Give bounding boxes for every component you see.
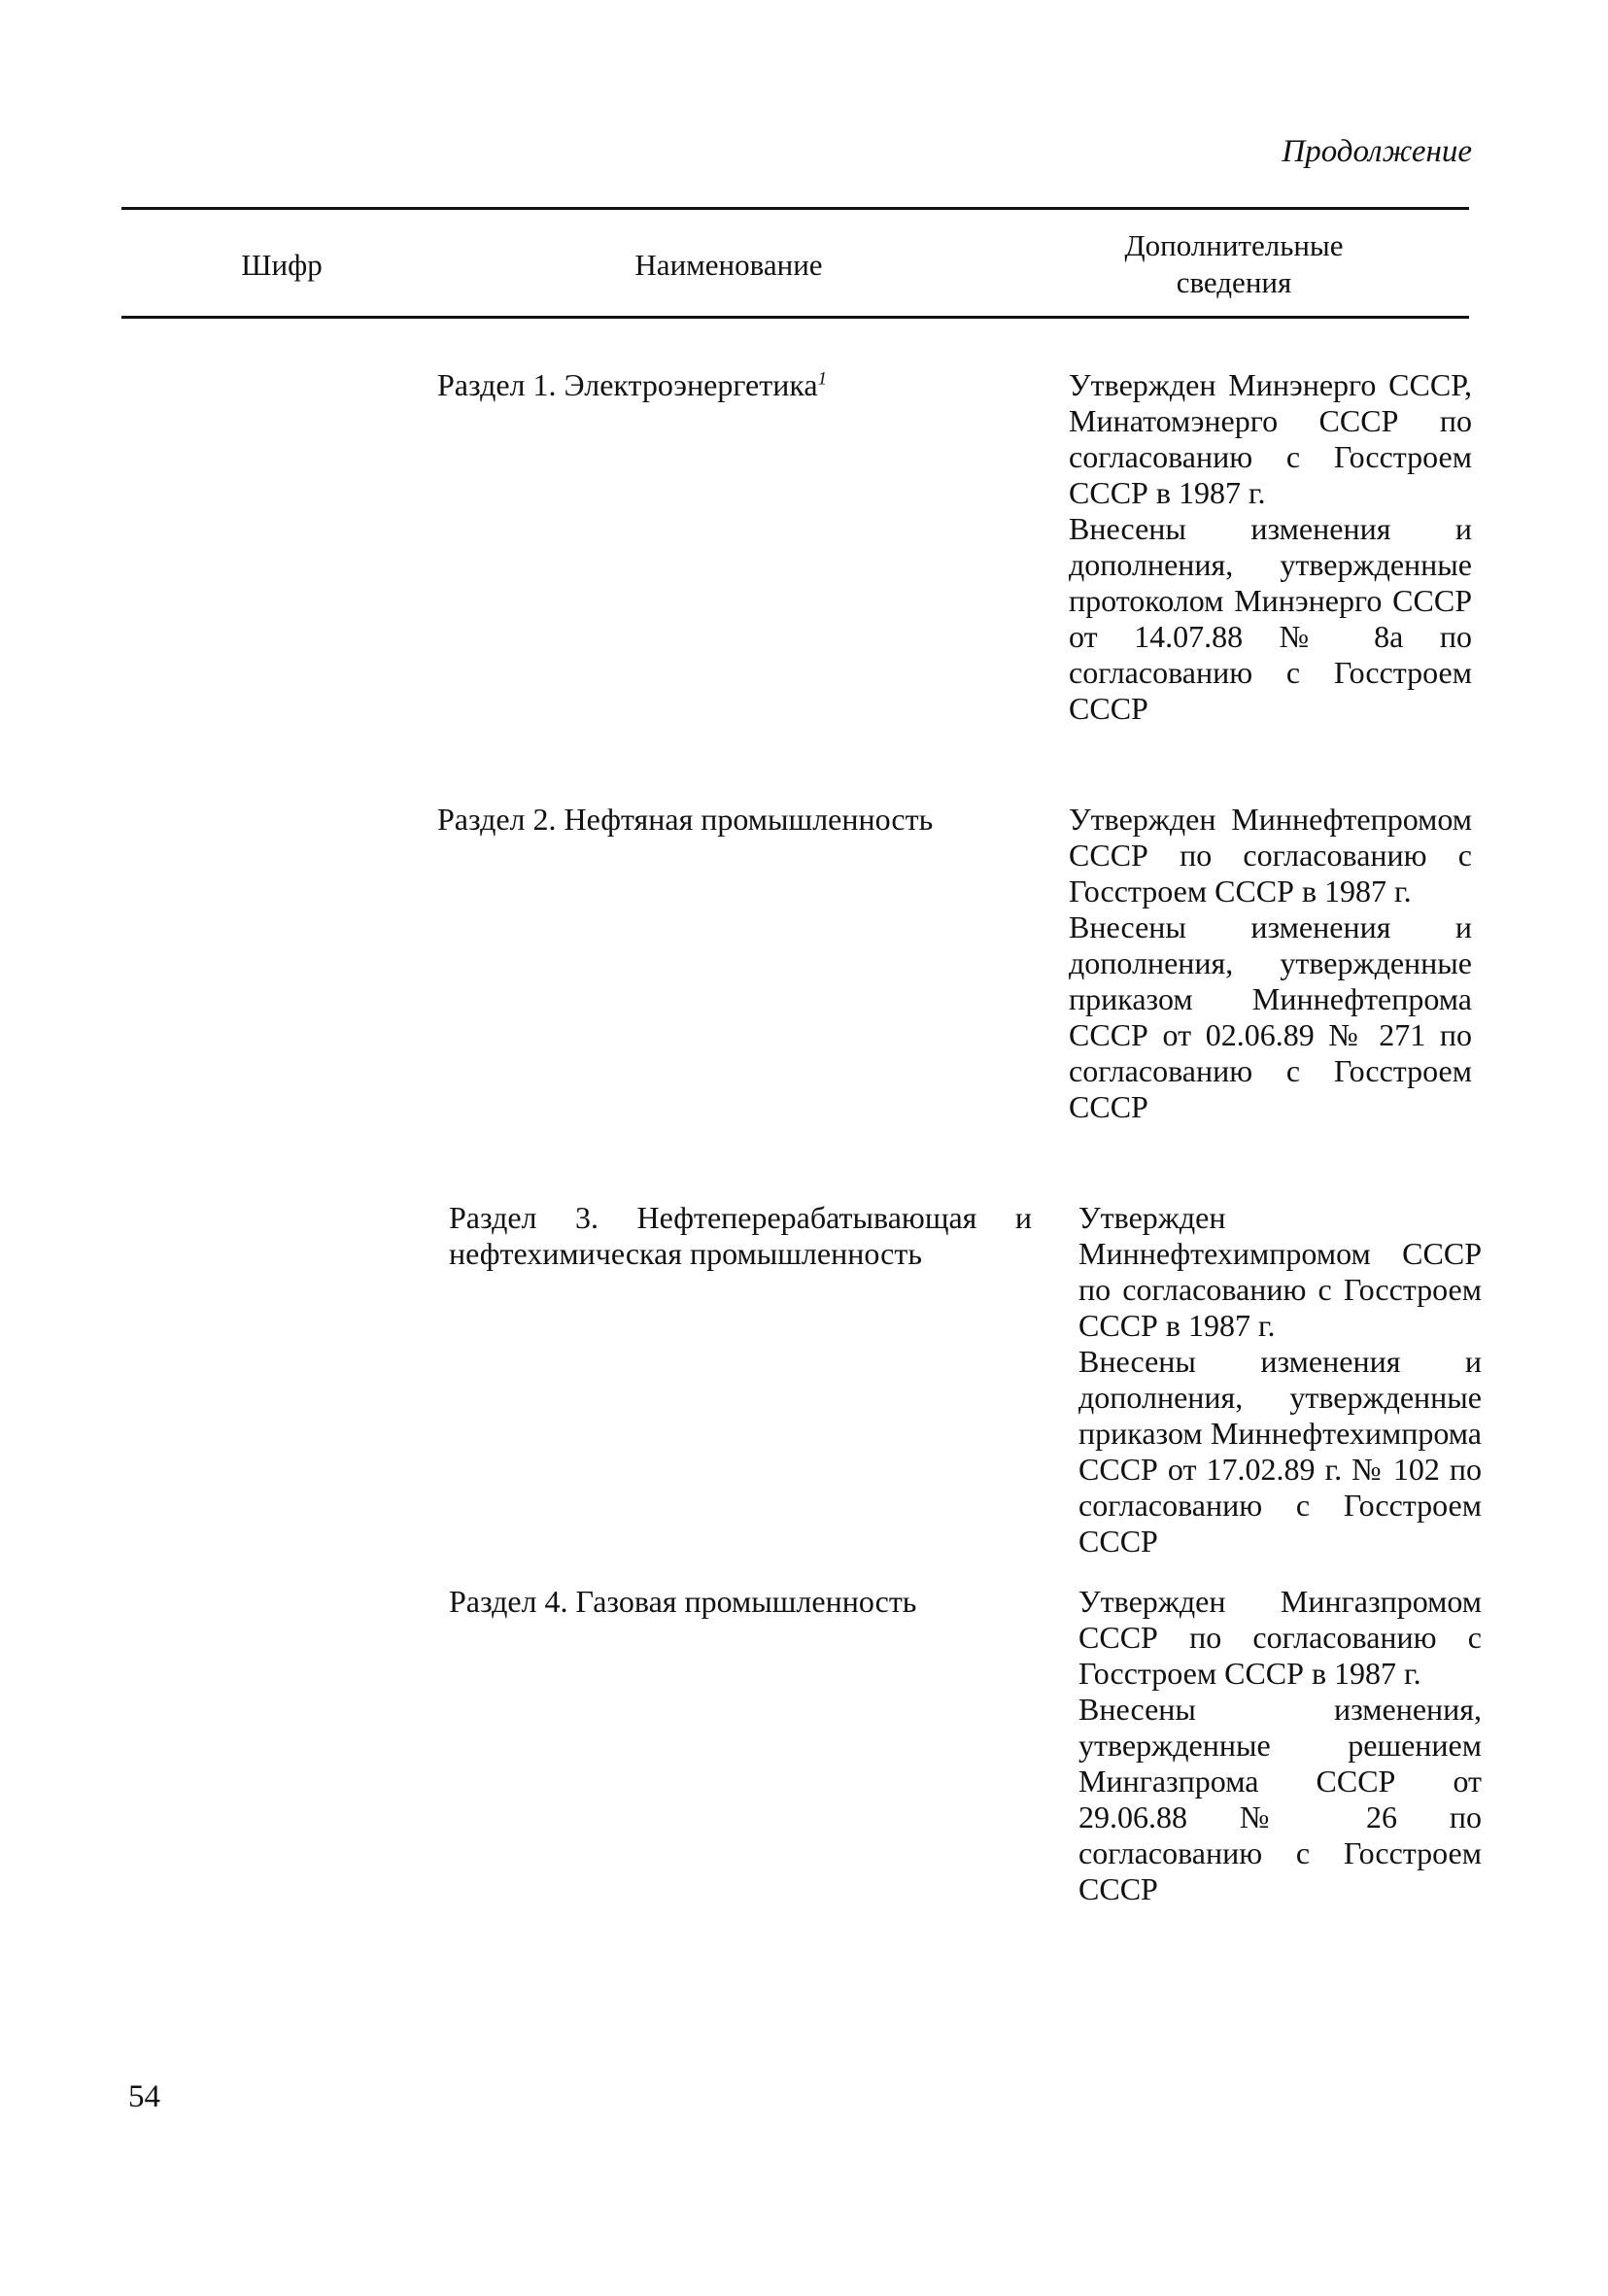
row-2-info-approval: Утвержден Миннефтепромом СССР по согласованию с Госстроем СССР в 1987 г. bbox=[1069, 802, 1472, 908]
row-3-info-approval: Утвержден Миннефтехимпромом СССР по согласованию с Госстроем СССР в 1987 г. bbox=[1078, 1200, 1482, 1343]
row-4-info bbox=[1078, 1584, 1482, 1907]
table-header-rule bbox=[121, 316, 1469, 319]
row-1-name-text: Раздел 1. Электроэнергетика bbox=[437, 367, 818, 402]
table-top-rule bbox=[121, 207, 1469, 210]
column-header-info: Дополнительные сведения bbox=[1124, 228, 1344, 299]
row-4-info-amendments: Внесены изменения, утвержденные решением Мингазпрома СССР от 29.06.88 № 26 по согласованию с Госстроем СССР bbox=[1078, 1692, 1482, 1906]
page-number: 54 bbox=[128, 2079, 160, 2114]
row-3-info bbox=[1078, 1200, 1482, 1559]
row-2-name: Раздел 2. Нефтяная промышленность bbox=[437, 802, 934, 837]
row-1-info-approval: Утвержден Минэнерго СССР, Минатомэнерго СССР по согласованию с Госстроем СССР в 1987 г. bbox=[1069, 367, 1472, 510]
continuation-label: Продолжение bbox=[1282, 134, 1472, 169]
row-3-info-amendments: Внесены изменения и дополнения, утвержденные приказом Миннефтехимпрома СССР от 17.02.89 г. № 102 по согласованию с Госстроем СССР bbox=[1078, 1344, 1482, 1559]
row-2-info-amendments: Внесены изменения и дополнения, утвержденные приказом Миннефтепрома СССР от 02.06.89 № 271 по согласованию с Госстроем СССР bbox=[1069, 909, 1472, 1124]
row-1-info-amendments: Внесены изменения и дополнения, утвержденные протоколом Минэнерго СССР от 14.07.88 № 8а по согласованию с Госстроем СССР bbox=[1069, 511, 1472, 726]
row-2-info bbox=[1069, 802, 1472, 1125]
column-header-name: Наименование bbox=[634, 248, 823, 282]
row-1-info bbox=[1069, 367, 1472, 727]
row-4-name: Раздел 4. Газовая промышленность bbox=[449, 1584, 917, 1619]
row-4-info-approval: Утвержден Мингазпромом СССР по согласованию с Госстроем СССР в 1987 г. bbox=[1078, 1584, 1482, 1691]
column-header-code: Шифр bbox=[241, 248, 323, 282]
row-1-name bbox=[437, 367, 1020, 403]
row-1-footnote-marker: 1 bbox=[817, 368, 828, 390]
row-3-name: Раздел 3. Нефтеперерабатывающая и нефтехимическая промышленность bbox=[449, 1200, 1032, 1271]
